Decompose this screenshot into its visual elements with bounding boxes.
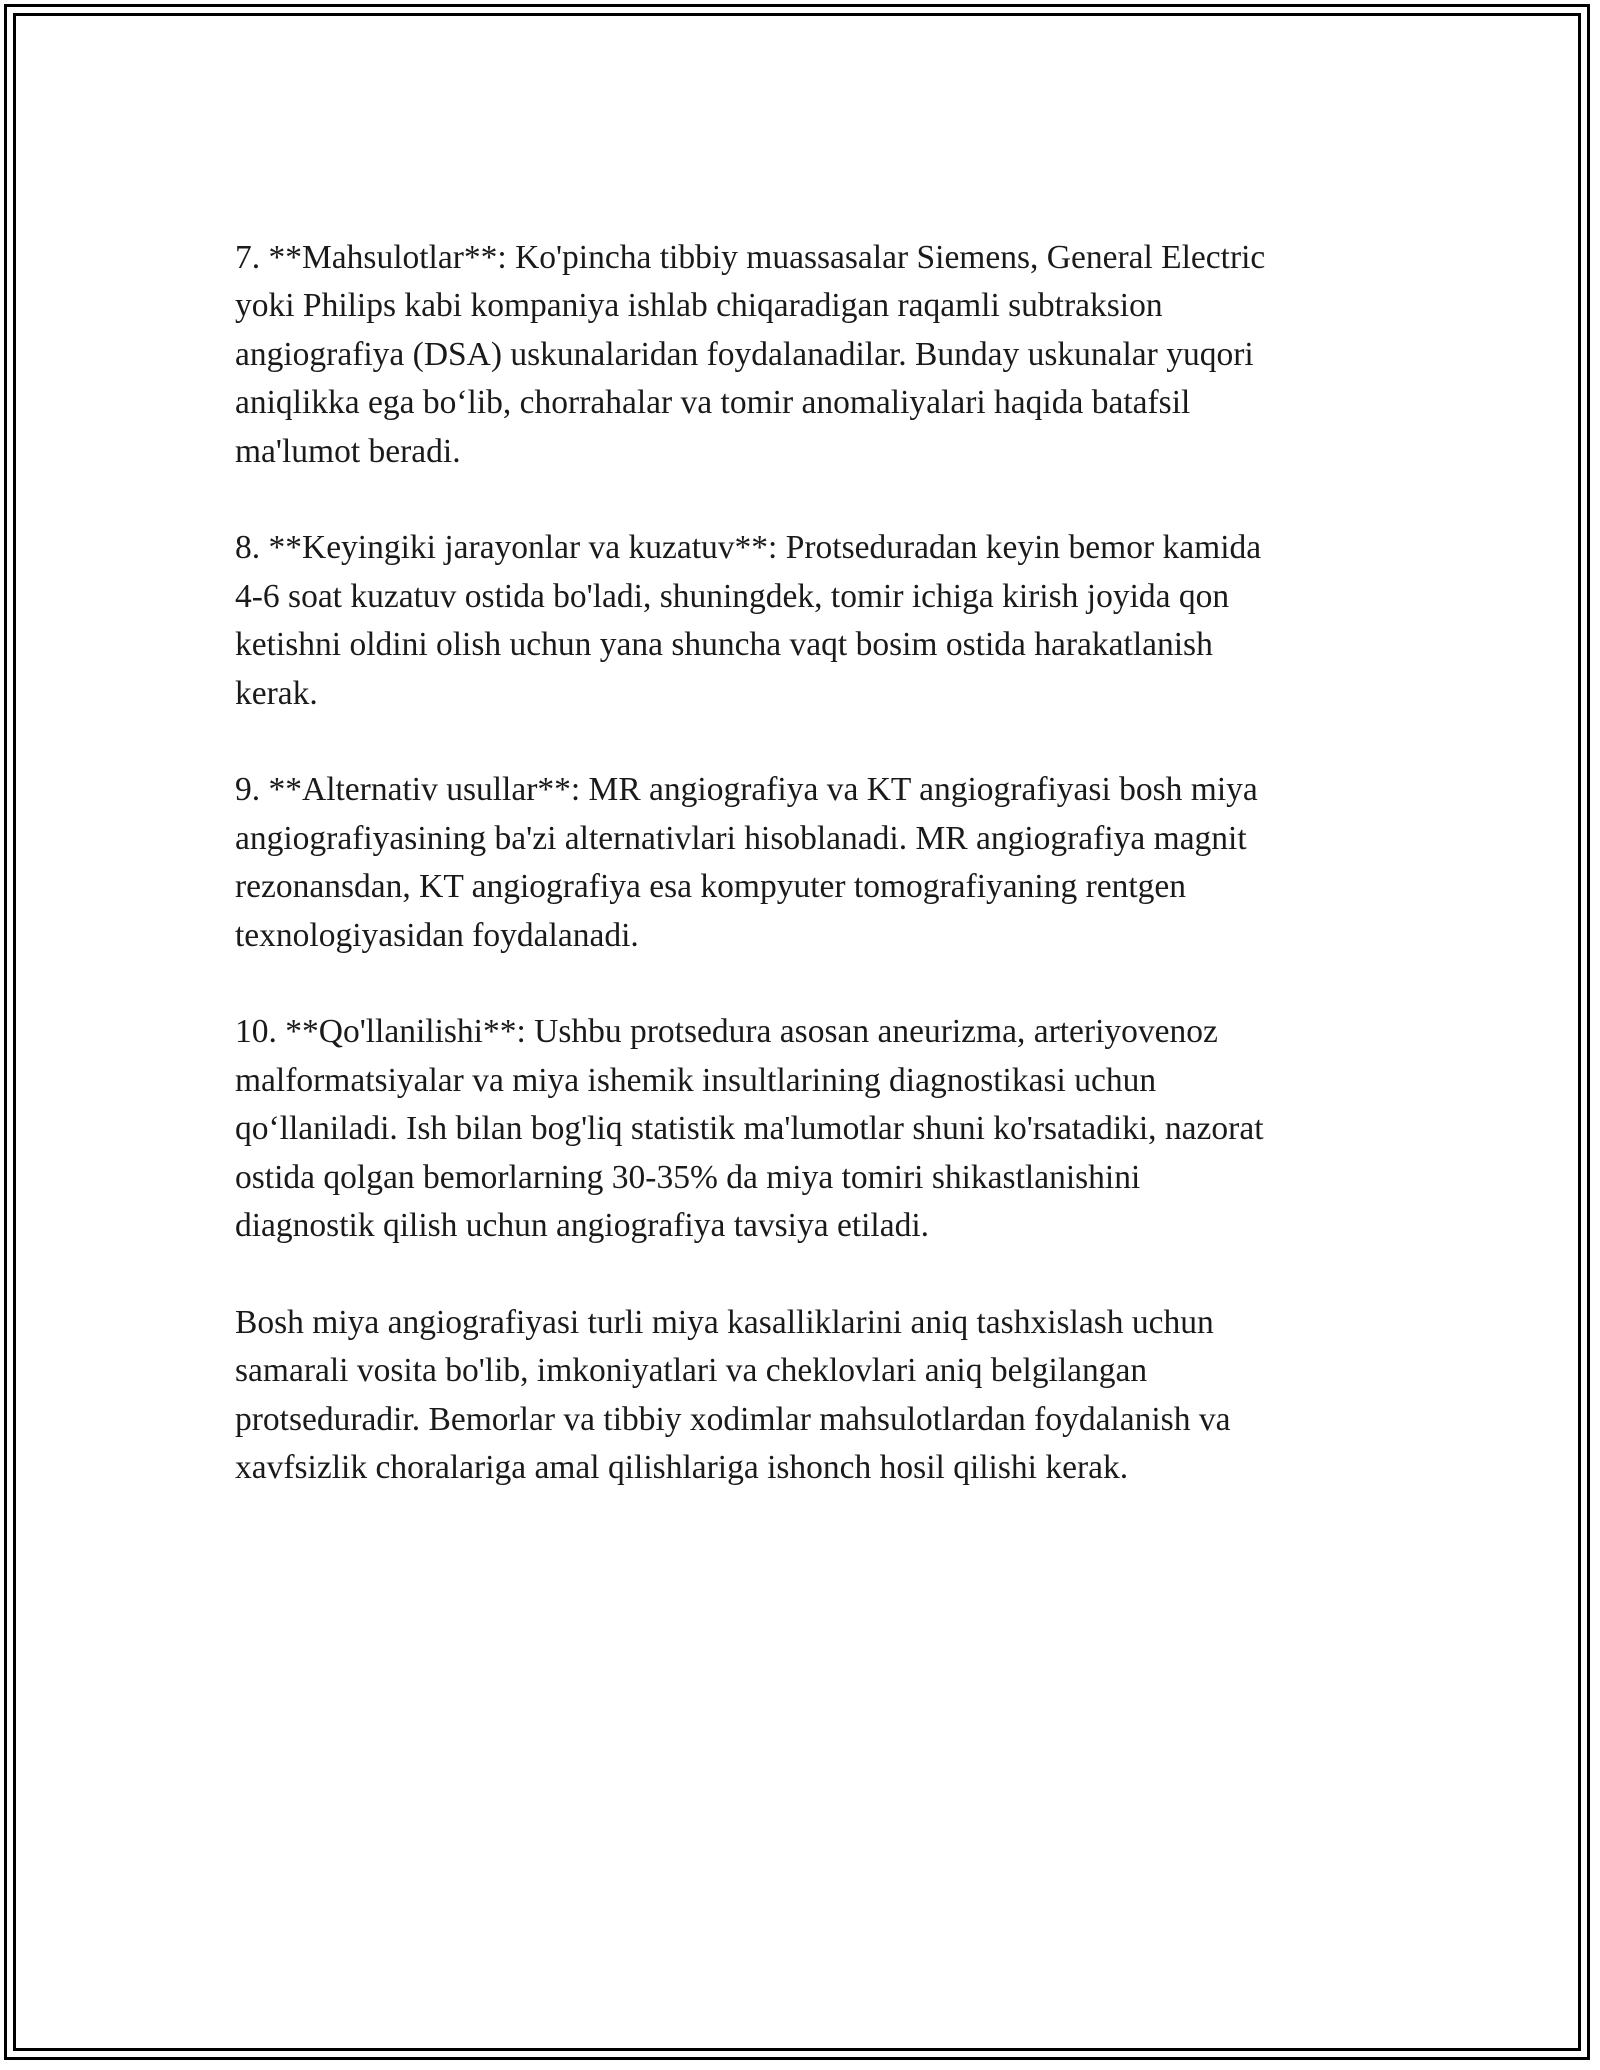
document-body (235, 234, 1385, 1541)
paragraph-products: 7. **Mahsulotlar**: Ko'pincha tibbiy muassasalar Siemens, General Electric yoki Philips kabi kompaniya ishlab chiqaradigan raqamli subtraksion angiografiya (DSA) uskunalaridan foydalanadilar. Bunday uskunalar yuqori aniqlikka ega bo‘lib, chorrahalar va tomir anomaliyalari haqida batafsil ma'lumot beradi. (235, 239, 1266, 470)
paragraph-conclusion: Bosh miya angiografiyasi turli miya kasalliklarini aniq tashxislash uchun samarali vosita bo'lib, imkoniyatlari va cheklovlari aniq belgilangan protseduradir. Bemorlar va tibbiy xodimlar mahsulotlardan foydalanish va xavfsizlik choralariga amal qilishlariga ishonch hosil qilishi kerak. (235, 1303, 1231, 1487)
paragraph-follow-up: 8. **Keyingiki jarayonlar va kuzatuv**: Protseduradan keyin bemor kamida 4-6 soat kuzatuv ostida bo'ladi, shuningdek, tomir ichiga kirish joyida qon ketishni oldini olish uchun yana shuncha vaqt bosim ostida harakatlanish kerak. (235, 529, 1262, 712)
paragraph-applications: 10. **Qo'llanilishi**: Ushbu protsedura asosan aneurizma, arteriyovenoz malformatsiyalar va miya ishemik insultlarining diagnostikasi uchun qo‘llaniladi. Ish bilan bog'liq statistik ma'lumotlar shuni ko'rsatadiki, nazorat ostida qolgan bemorlarning 30-35% da miya tomiri shikastlanishini diagnostik qilish uchun angiografiya tavsiya etiladi. (235, 1013, 1264, 1245)
paragraph-alternatives: 9. **Alternativ usullar**: MR angiografiya va KT angiografiyasi bosh miya angiografiyasining ba'zi alternativlari hisoblanadi. MR angiografiya magnit rezonansdan, KT angiografiya esa kompyuter tomografiyaning rentgen texnologiyasidan foydalanadi. (235, 771, 1258, 954)
